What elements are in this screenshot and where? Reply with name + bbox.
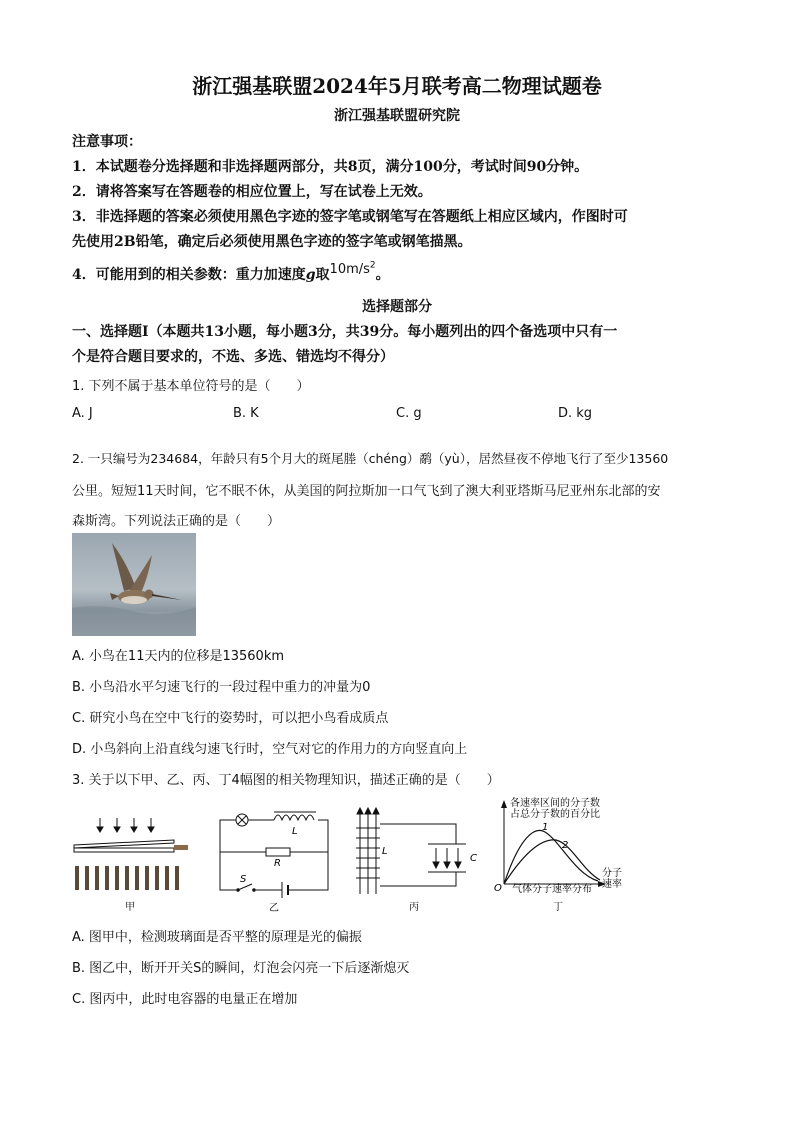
part1-instruction-1: 一、选择题Ⅰ（本题共13小题，每小题3分，共39分。每小题列出的四个备选项中只有一	[72, 324, 618, 340]
bird-photo	[72, 533, 196, 636]
figure-yi-resistor-label: R	[274, 858, 281, 869]
figure-bing-inductor-label: L	[382, 846, 388, 857]
figure-bing-capacitor-label: C	[470, 853, 477, 864]
figure-ding-curve-1: 1	[542, 822, 549, 833]
figure-ding-label: 丁	[553, 902, 563, 913]
page-title: 浙江强基联盟2024年5月联考高二物理试题卷	[192, 74, 602, 98]
q1-option-b: B. K	[233, 406, 259, 421]
figure-ding-caption: 气体分子速率分布	[512, 884, 592, 895]
figure-ding-ylabel-2: 占总分子数的百分比	[510, 809, 600, 820]
notice-item-4	[72, 260, 390, 284]
figure-yi-switch-label: S	[240, 874, 247, 885]
figure-yi	[212, 808, 337, 915]
q2-option-a: A. 小鸟在11天内的位移是13560km	[72, 649, 285, 664]
q3-option-c: C. 图丙中，此时电容器的电量正在增加	[72, 992, 298, 1007]
figure-jia	[70, 812, 195, 915]
part1-instruction-2: 个是符合题目要求的，不选、多选、错选均不得分）	[72, 349, 394, 365]
section-title: 选择题部分	[362, 299, 432, 315]
figure-ding	[490, 796, 630, 915]
q1-option-a: A. J	[72, 406, 93, 421]
q2-option-d: D. 小鸟斜向上沿直线匀速飞行时，空气对它的作用力的方向竖直向上	[72, 742, 468, 757]
figure-yi-inductor-label: L	[292, 826, 298, 837]
figure-ding-origin: O	[494, 883, 502, 894]
q3-stem: 3. 关于以下甲、乙、丙、丁4幅图的相关物理知识，描述正确的是（ ）	[72, 773, 500, 788]
notice-item-4-end: 。	[375, 267, 390, 283]
notice-item-4-var: g	[305, 267, 316, 283]
q3-option-a: A. 图甲中，检测玻璃面是否平整的原理是光的偏振	[72, 930, 362, 945]
figure-ding-xlabel-1: 分子	[602, 868, 622, 879]
q3-option-b: B. 图乙中，断开开关S的瞬间，灯泡会闪亮一下后逐渐熄灭	[72, 961, 410, 976]
figure-bing	[348, 806, 488, 915]
figure-jia-label: 甲	[125, 902, 135, 913]
notice-item-1: 1．本试题卷分选择题和非选择题两部分，共8页，满分100分，考试时间90分钟。	[72, 159, 589, 175]
figure-ding-ylabel-1: 各速率区间的分子数	[510, 798, 600, 809]
notice-item-4-prefix: 4．可能用到的相关参数：重力加速度	[72, 267, 306, 283]
figure-ding-xlabel-2: 速率	[602, 879, 622, 890]
notice-item-4-value: $10m/s^2$	[329, 260, 376, 277]
q1-stem: 1. 下列不属于基本单位符号的是（ ）	[72, 379, 310, 394]
notice-item-2: 2．请将答案写在答题卷的相应位置上，写在试卷上无效。	[72, 184, 432, 200]
notice-heading: 注意事项：	[72, 134, 142, 150]
q2-stem-line-3: 森斯湾。下列说法正确的是（ ）	[72, 514, 281, 529]
q1-option-d: D. kg	[558, 406, 593, 421]
q2-stem-line-1: 2. 一只编号为234684，年龄只有5个月大的斑尾塍（chéng）鹬（yù），居然昼夜不停地飞行了至少13560	[72, 451, 669, 466]
figure-bing-label: 丙	[409, 902, 419, 913]
figure-ding-curve-2: 2	[562, 840, 569, 851]
q2-option-b: B. 小鸟沿水平匀速飞行的一段过程中重力的冲量为0	[72, 680, 371, 695]
figure-yi-label: 乙	[269, 903, 279, 914]
page-subtitle: 浙江强基联盟研究院	[334, 108, 460, 124]
q2-option-c: C. 研究小鸟在空中飞行的姿势时，可以把小鸟看成质点	[72, 711, 389, 726]
q2-stem-line-2: 公里。短短11天时间，它不眠不休，从美国的阿拉斯加一口气飞到了澳大利亚塔斯马尼亚州东北部的安	[72, 484, 661, 499]
notice-item-4-mid: 取	[315, 267, 330, 283]
q1-option-c: C. g	[396, 406, 422, 421]
notice-item-3-cont: 先使用2B铅笔，确定后必须使用黑色字迹的签字笔或钢笔描黑。	[72, 234, 472, 250]
notice-item-3: 3．非选择题的答案必须使用黑色字迹的签字笔或钢笔写在答题纸上相应区域内，作图时可	[72, 209, 628, 225]
